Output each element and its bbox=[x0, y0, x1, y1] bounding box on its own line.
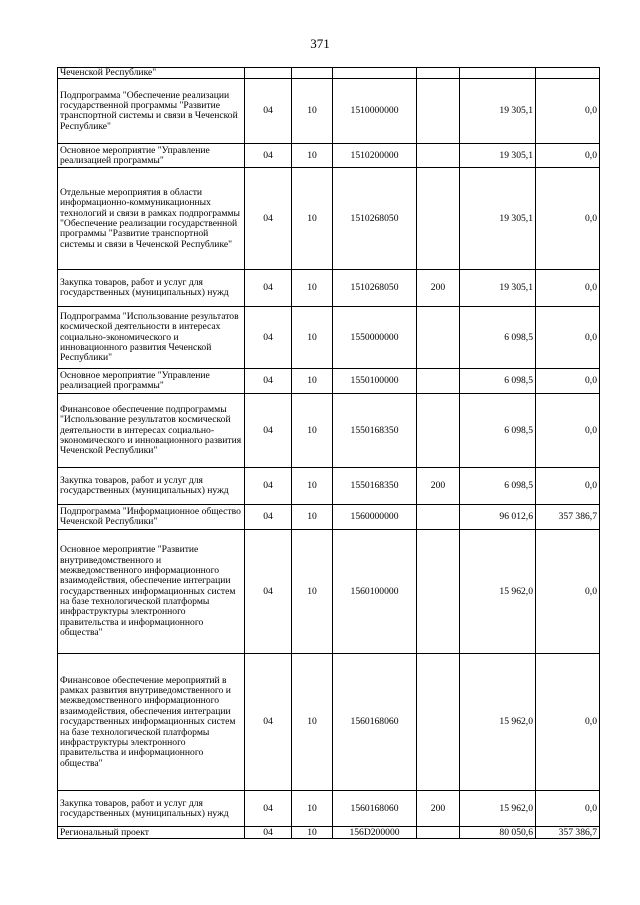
amount-2: 0,0 bbox=[536, 168, 600, 270]
row-name: Чеченской Республике" bbox=[58, 68, 245, 79]
target-article-code: 1550168350 bbox=[333, 394, 417, 468]
row-name: Подпрограмма "Информационное общество Чеченской Республики" bbox=[58, 505, 245, 530]
subsection-code: 10 bbox=[292, 144, 333, 168]
subsection-code: 10 bbox=[292, 79, 333, 144]
row-name: Закупка товаров, работ и услуг для государственных (муниципальных) нужд bbox=[58, 468, 245, 505]
table-row bbox=[58, 654, 600, 791]
subsection-code: 10 bbox=[292, 394, 333, 468]
amount-1: 15 962,0 bbox=[460, 654, 536, 791]
subsection-code: 10 bbox=[292, 654, 333, 791]
row-name: Подпрограмма "Обеспечение реализации государственной программы "Развитие транспортной системы и связи в Чеченской Республике" bbox=[58, 79, 245, 144]
amount-1: 96 012,6 bbox=[460, 505, 536, 530]
section-code: 04 bbox=[245, 530, 292, 654]
target-article-code: 1510000000 bbox=[333, 79, 417, 144]
row-name: Подпрограмма "Использование результатов космической деятельности в интересах социально-экономического и инновационного развития Чеченской Республики" bbox=[58, 307, 245, 369]
table-row bbox=[58, 79, 600, 144]
amount-2: 357 386,7 bbox=[536, 505, 600, 530]
table-row bbox=[58, 68, 600, 79]
row-name: Финансовое обеспечение мероприятий в рамках развития внутриведомственного и межведомственного информационного взаимодействия, обеспечения интеграции государственных информационных систем на базе технологической платформы инфраструктуры электронного правительства и информационного общества" bbox=[58, 654, 245, 791]
expense-type-code: 200 bbox=[417, 468, 460, 505]
subsection-code: 10 bbox=[292, 530, 333, 654]
section-code: 04 bbox=[245, 79, 292, 144]
expense-type-code bbox=[417, 654, 460, 791]
amount-1: 6 098,5 bbox=[460, 394, 536, 468]
amount-1 bbox=[460, 68, 536, 79]
target-article-code: 1510268050 bbox=[333, 168, 417, 270]
table-row bbox=[58, 369, 600, 394]
target-article-code: 1560168060 bbox=[333, 654, 417, 791]
amount-2: 0,0 bbox=[536, 468, 600, 505]
section-code: 04 bbox=[245, 369, 292, 394]
table-row bbox=[58, 827, 600, 839]
expense-type-code bbox=[417, 827, 460, 839]
subsection-code bbox=[292, 68, 333, 79]
row-name: Основное мероприятие "Развитие внутриведомственного и межведомственного информационного взаимодействия, обеспечение интеграции государственных информационных систем на базе технологической платформы инфраструктуры электронного правительства и информационного общества" bbox=[58, 530, 245, 654]
expense-type-code bbox=[417, 168, 460, 270]
subsection-code: 10 bbox=[292, 369, 333, 394]
page-number: 371 bbox=[310, 36, 330, 51]
target-article-code: 1550100000 bbox=[333, 369, 417, 394]
target-article-code: 1550168350 bbox=[333, 468, 417, 505]
amount-1: 80 050,6 bbox=[460, 827, 536, 839]
budget-table bbox=[57, 67, 600, 839]
expense-type-code bbox=[417, 79, 460, 144]
table-row bbox=[58, 505, 600, 530]
amount-2 bbox=[536, 68, 600, 79]
amount-1: 6 098,5 bbox=[460, 468, 536, 505]
table-row bbox=[58, 468, 600, 505]
table-row bbox=[58, 270, 600, 307]
subsection-code: 10 bbox=[292, 270, 333, 307]
section-code: 04 bbox=[245, 505, 292, 530]
row-name: Закупка товаров, работ и услуг для государственных (муниципальных) нужд bbox=[58, 791, 245, 827]
amount-2: 0,0 bbox=[536, 307, 600, 369]
table-row bbox=[58, 168, 600, 270]
expense-type-code bbox=[417, 505, 460, 530]
target-article-code bbox=[333, 68, 417, 79]
amount-2: 357 386,7 bbox=[536, 827, 600, 839]
amount-1: 19 305,1 bbox=[460, 79, 536, 144]
section-code: 04 bbox=[245, 168, 292, 270]
expense-type-code bbox=[417, 307, 460, 369]
target-article-code: 1560100000 bbox=[333, 530, 417, 654]
subsection-code: 10 bbox=[292, 168, 333, 270]
expense-type-code bbox=[417, 144, 460, 168]
target-article-code: 1510200000 bbox=[333, 144, 417, 168]
subsection-code: 10 bbox=[292, 307, 333, 369]
row-name: Основное мероприятие "Управление реализацией программы" bbox=[58, 369, 245, 394]
amount-1: 19 305,1 bbox=[460, 168, 536, 270]
subsection-code: 10 bbox=[292, 505, 333, 530]
row-name: Основное мероприятие "Управление реализацией программы" bbox=[58, 144, 245, 168]
target-article-code: 1560168060 bbox=[333, 791, 417, 827]
amount-2: 0,0 bbox=[536, 270, 600, 307]
table-row bbox=[58, 530, 600, 654]
table-row bbox=[58, 144, 600, 168]
amount-2: 0,0 bbox=[536, 791, 600, 827]
subsection-code: 10 bbox=[292, 827, 333, 839]
target-article-code: 1510268050 bbox=[333, 270, 417, 307]
amount-1: 15 962,0 bbox=[460, 791, 536, 827]
amount-1: 15 962,0 bbox=[460, 530, 536, 654]
amount-2: 0,0 bbox=[536, 530, 600, 654]
target-article-code: 1560000000 bbox=[333, 505, 417, 530]
expense-type-code: 200 bbox=[417, 791, 460, 827]
table-row bbox=[58, 394, 600, 468]
row-name: Закупка товаров, работ и услуг для государственных (муниципальных) нужд bbox=[58, 270, 245, 307]
expense-type-code bbox=[417, 394, 460, 468]
section-code: 04 bbox=[245, 468, 292, 505]
amount-1: 6 098,5 bbox=[460, 369, 536, 394]
table-row bbox=[58, 791, 600, 827]
expense-type-code bbox=[417, 68, 460, 79]
amount-1: 19 305,1 bbox=[460, 270, 536, 307]
section-code: 04 bbox=[245, 270, 292, 307]
table-row bbox=[58, 307, 600, 369]
section-code: 04 bbox=[245, 394, 292, 468]
section-code: 04 bbox=[245, 791, 292, 827]
amount-2: 0,0 bbox=[536, 654, 600, 791]
amount-2: 0,0 bbox=[536, 394, 600, 468]
section-code bbox=[245, 68, 292, 79]
amount-1: 19 305,1 bbox=[460, 144, 536, 168]
table-body bbox=[58, 68, 600, 839]
target-article-code: 156D200000 bbox=[333, 827, 417, 839]
section-code: 04 bbox=[245, 307, 292, 369]
expense-type-code: 200 bbox=[417, 270, 460, 307]
subsection-code: 10 bbox=[292, 468, 333, 505]
section-code: 04 bbox=[245, 144, 292, 168]
amount-2: 0,0 bbox=[536, 144, 600, 168]
row-name: Региональный проект bbox=[58, 827, 245, 839]
row-name: Финансовое обеспечение подпрограммы "Использование результатов космической деятельности в интересах социально-экономического и инновационного развития Чеченской Республики" bbox=[58, 394, 245, 468]
section-code: 04 bbox=[245, 827, 292, 839]
row-name: Отдельные мероприятия в области информационно-коммуникационных технологий и связи в рамках подпрограммы "Обеспечение реализации государственной программы "Развитие транспортной системы и связи в Чеченской Республике" bbox=[58, 168, 245, 270]
expense-type-code bbox=[417, 369, 460, 394]
section-code: 04 bbox=[245, 654, 292, 791]
amount-2: 0,0 bbox=[536, 369, 600, 394]
expense-type-code bbox=[417, 530, 460, 654]
subsection-code: 10 bbox=[292, 791, 333, 827]
amount-1: 6 098,5 bbox=[460, 307, 536, 369]
target-article-code: 1550000000 bbox=[333, 307, 417, 369]
amount-2: 0,0 bbox=[536, 79, 600, 144]
